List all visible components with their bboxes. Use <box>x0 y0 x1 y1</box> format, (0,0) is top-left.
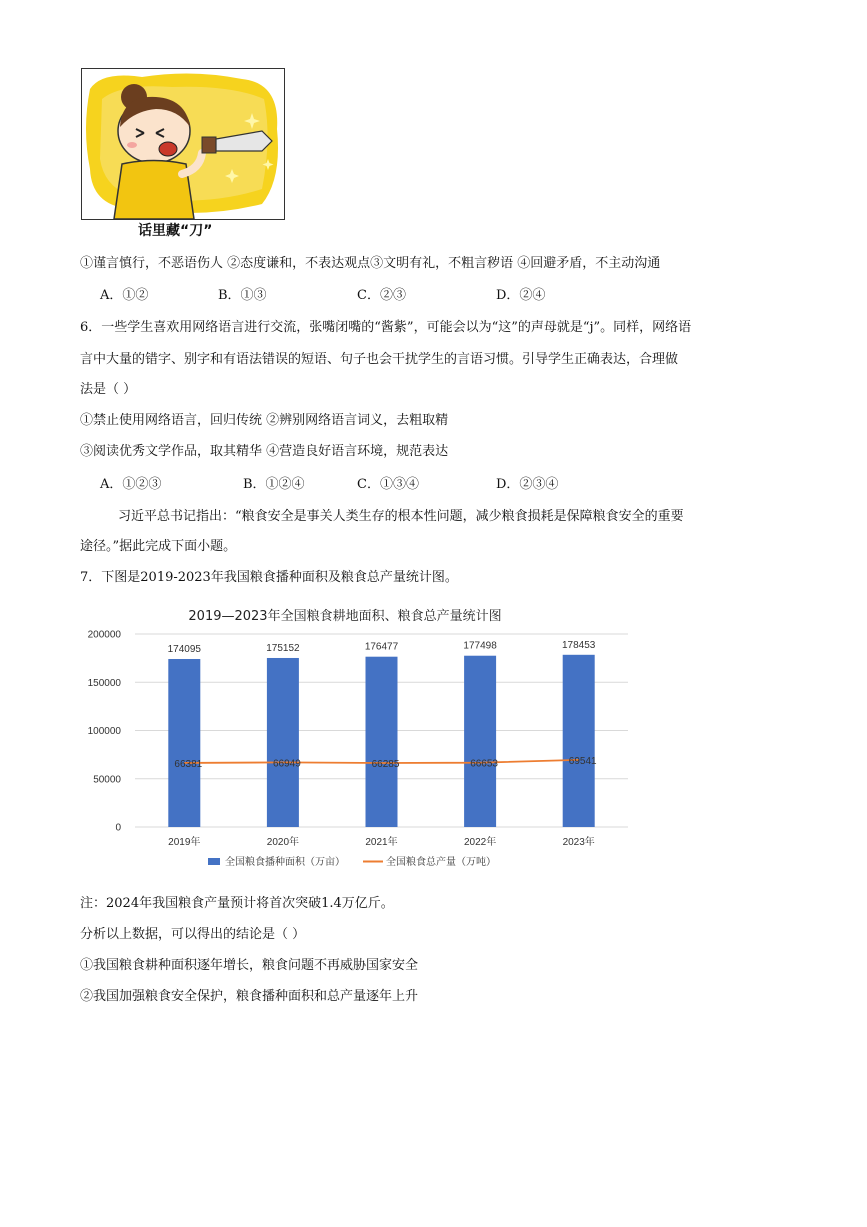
line-data-label: 66285 <box>371 759 400 771</box>
bar-data-label: 176477 <box>364 641 399 653</box>
y-tick-label: 50000 <box>93 774 121 786</box>
bar-data-label: 177498 <box>463 640 497 652</box>
q6-statements-line1: ①禁止使用网络语言，回归传统 ②辨别网络语言词义，去粗取精 <box>80 413 449 428</box>
line-data-label: 66381 <box>174 758 203 770</box>
x-tick-label: 2021年 <box>365 837 398 848</box>
cartoon-illustration <box>82 69 284 219</box>
q5-option-a: A．①② <box>100 288 149 303</box>
q7-note: 注：2024年我国粮食产量预计将首次突破1.4万亿斤。 <box>80 896 394 911</box>
bar <box>366 657 398 827</box>
legend-label-area: 全国粮食播种面积（万亩） <box>225 857 345 868</box>
passage-line1: 习近平总书记指出：“粮食安全是事关人类生存的根本性问题，减少粮食损耗是保障粮食安全的重要 <box>118 509 684 524</box>
q6-option-a: A．①②③ <box>100 477 162 492</box>
line-data-label: 69541 <box>568 755 597 767</box>
bar <box>563 655 595 827</box>
y-tick-label: 200000 <box>87 629 121 641</box>
line-data-label: 66949 <box>272 758 301 770</box>
bar <box>168 659 203 827</box>
q7-question: 分析以上数据，可以得出的结论是（ ） <box>80 927 306 942</box>
cartoon-image <box>81 68 285 220</box>
x-tick-label: 2023年 <box>562 837 595 848</box>
q6-stem-line2: 言中大量的错字、别字和有语法错误的短语、句子也会干扰学生的言语习惯。引导学生正确表达，合理做 <box>80 352 679 367</box>
y-tick-label: 100000 <box>87 726 121 737</box>
passage-line2: 途径。”据此完成下面小题。 <box>80 539 237 554</box>
q6-stem-line3: 法是（ ） <box>80 382 137 397</box>
x-tick-label: 2020年 <box>266 837 300 848</box>
bar-data-label: 178453 <box>562 639 596 651</box>
legend-swatch-bar <box>208 858 220 865</box>
cartoon-caption: 话里藏“刀” <box>138 223 213 239</box>
q7-stem: 7．下图是2019-2023年我国粮食播种面积及粮食总产量统计图。 <box>80 570 458 585</box>
q6-stem-line1: 6．一些学生喜欢用网络语言进行交流，张嘴闭嘴的“酱紫”，可能会以为“这”的声母就是“j”。同样，网络语 <box>80 320 692 335</box>
q5-option-c: C．②③ <box>357 288 406 303</box>
q7-statement-1: ①我国粮食耕种面积逐年增长，粮食问题不再威胁国家安全 <box>80 958 419 973</box>
q6-statements-line2: ③阅读优秀文学作品，取其精华 ④营造良好语言环境，规范表达 <box>80 444 449 459</box>
y-tick-label: 150000 <box>87 677 121 689</box>
q6-option-d: D．②③④ <box>496 477 559 492</box>
q7-statement-2: ②我国加强粮食安全保护，粮食播种面积和总产量逐年上升 <box>80 989 419 1004</box>
bar-data-label: 174095 <box>167 643 201 655</box>
line-data-label: 66653 <box>470 758 499 770</box>
q6-option-c: C．①③④ <box>357 477 419 492</box>
q5-option-b: B．①③ <box>218 288 267 303</box>
grain-statistics-chart <box>80 600 640 880</box>
legend-label-output: 全国粮食总产量（万吨） <box>386 857 496 868</box>
q5-option-d: D．②④ <box>496 288 546 303</box>
chart-title: 2019—2023年全国粮食耕地面积、粮食总产量统计图 <box>188 609 502 624</box>
y-tick-label: 0 <box>115 822 121 834</box>
x-tick-label: 2019年 <box>168 837 201 848</box>
q6-option-b: B．①②④ <box>243 477 305 492</box>
x-tick-label: 2022年 <box>463 837 497 848</box>
q5-statements: ①谨言慎行，不恶语伤人 ②态度谦和，不表达观点③文明有礼，不粗言秽语 ④回避矛盾，不主动沟通 <box>80 256 661 271</box>
bar <box>267 658 299 827</box>
bar <box>464 656 499 827</box>
bar-data-label: 175152 <box>266 642 300 654</box>
